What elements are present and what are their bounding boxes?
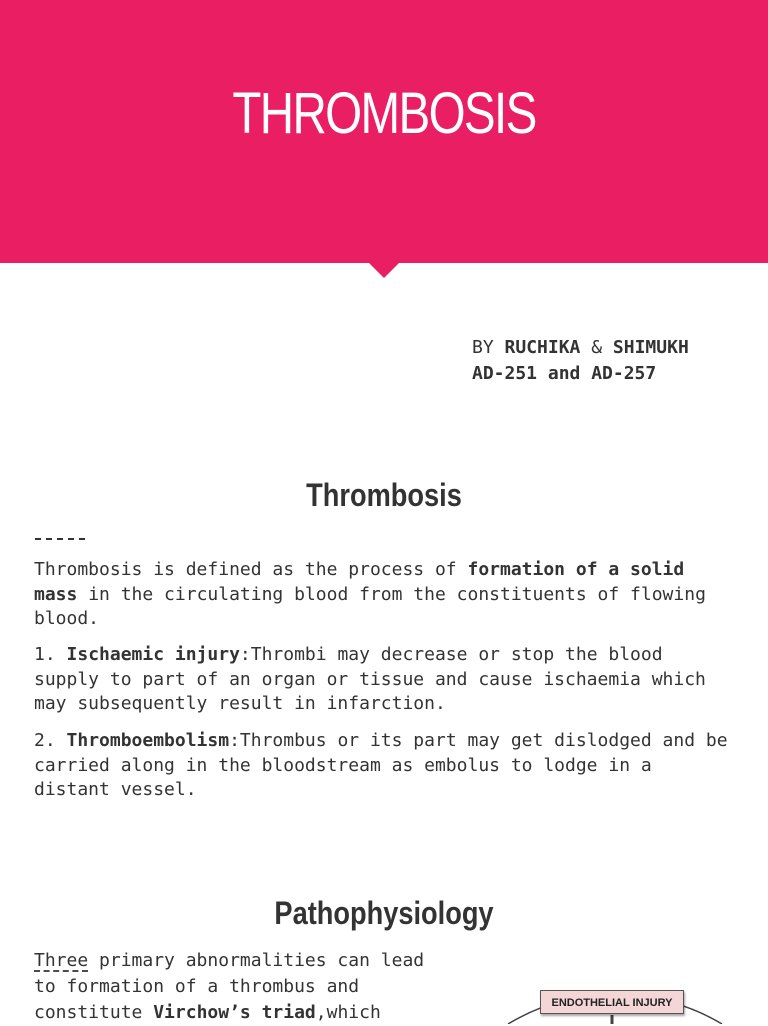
list-item-text: :Thrombus or its part may get dislodged and be carried along in the bloodstream as embolus to lodge in a distant vessel. (34, 730, 728, 800)
definition-paragraph (34, 558, 734, 632)
author-name-2: SHIMUKH (612, 337, 689, 358)
definition-text-b: in the circulating blood from the constituents of flowing blood. (34, 583, 706, 629)
pathophysiology-line-1 (34, 948, 464, 974)
line3-b: ,which (315, 1002, 381, 1023)
line1-rest: primary abnormalities can lead (88, 950, 425, 971)
list-number: 2. (34, 730, 67, 751)
virchow-triad-diagram (500, 985, 730, 1024)
pathophysiology-paragraph (34, 948, 464, 1026)
list-item-term: Ischaemic injury (66, 644, 240, 665)
title-banner (0, 0, 768, 263)
author-ids: AD-251 and AD-257 (472, 363, 657, 384)
list-item-text: :Thrombi may decrease or stop the blood supply to part of an organ or tissue and cause ischaemia which may subsequently result in infarction. (34, 644, 706, 714)
ampersand: & (591, 337, 603, 358)
pathophysiology-line-3 (34, 1000, 464, 1026)
virchows-triad: Virchow’s triad (153, 1002, 316, 1023)
list-item-thromboembolism (34, 729, 734, 803)
author-ids-line (472, 361, 689, 387)
section-divider (35, 538, 85, 540)
banner-arrow (369, 263, 399, 278)
list-item-ischaemic-injury (34, 643, 734, 717)
list-item-term: Thromboembolism (66, 730, 230, 751)
by-label: BY (472, 337, 494, 358)
authors-block (472, 335, 689, 387)
pathophysiology-line-2: to formation of a thrombus and (34, 976, 360, 997)
page-title: THROMBOSIS (232, 81, 536, 146)
definition-text-a: Thrombosis is defined as the process of (34, 559, 468, 580)
section-heading-thrombosis: Thrombosis (306, 477, 462, 513)
endothelial-injury-label: ENDOTHELIAL INJURY (540, 990, 684, 1014)
list-number: 1. (34, 644, 67, 665)
authors-line (472, 335, 689, 361)
section-heading-pathophysiology: Pathophysiology (274, 895, 494, 931)
line3-a: constitute (34, 1002, 154, 1023)
definition-bold: formation of a solid mass (34, 559, 685, 605)
three-word: Three (34, 950, 89, 971)
author-name-1: RUCHIKA (504, 337, 581, 358)
